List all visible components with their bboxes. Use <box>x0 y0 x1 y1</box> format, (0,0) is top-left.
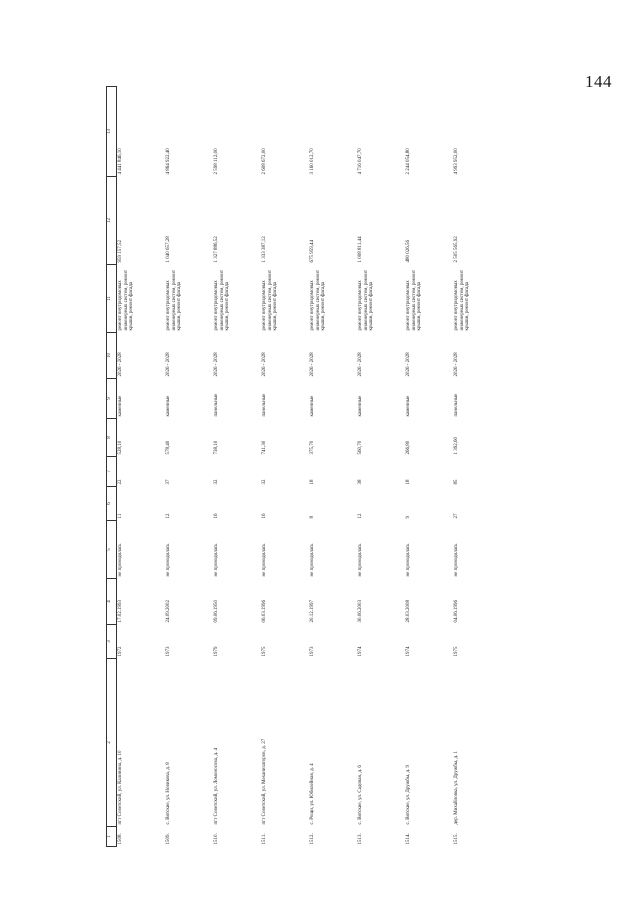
table-row <box>357 87 405 847</box>
table-row <box>405 87 453 847</box>
col13-cell: 4 864 922,40 <box>166 148 171 175</box>
area-cell: 738,10 <box>214 440 219 455</box>
col12-cell: 1 333 387,12 <box>262 236 267 263</box>
area-cell: 560,70 <box>358 440 363 455</box>
col12-cell: 1 327 886,52 <box>214 236 219 263</box>
address-cell: пгт Советский, ул. Ломоносова, д. 4 <box>214 748 219 825</box>
col7-cell: 22 <box>118 479 123 485</box>
table-row <box>453 87 501 847</box>
table-row <box>309 87 357 847</box>
date-cell: 20.12.1997 <box>310 600 315 623</box>
works-cell: ремонт внутридомовых инженерных систем, ремонт крыши, ремонт фасада <box>310 269 327 331</box>
address-cell: с. Рощи, ул. Юбилейная, д. 4 <box>310 763 315 825</box>
col6-cell: 12 <box>166 513 171 519</box>
table-row <box>213 87 261 847</box>
privatization-cell: не проводилась <box>262 543 267 577</box>
column-number: 12 <box>107 177 117 265</box>
privatization-cell: не проводилась <box>166 543 171 577</box>
material-cell: каменные <box>166 395 171 417</box>
privatization-cell: не проводилась <box>118 543 123 577</box>
col7-cell: 18 <box>406 479 411 485</box>
row-number: 1512. <box>310 833 315 845</box>
date-cell: 28.03.2008 <box>406 600 411 623</box>
area-cell: 375,70 <box>310 440 315 455</box>
material-cell: панельные <box>214 393 219 417</box>
address-cell: пгт Советский, ул. Механизаторов, д. 27 <box>262 738 267 825</box>
privatization-cell: не проводилась <box>358 543 363 577</box>
works-cell: ремонт внутридомовых инженерных систем, ремонт крыши, ремонт фасада <box>262 269 279 331</box>
address-cell: пгт Советский, ул. Калинина, д. 10 <box>118 750 123 825</box>
year-cell: 1975 <box>262 646 267 657</box>
col6-cell: 11 <box>118 513 123 519</box>
col6-cell: 8 <box>310 516 315 519</box>
row-number: 1509. <box>166 833 171 845</box>
col13-cell: 4 441 846,10 <box>118 148 123 175</box>
row-number: 1508. <box>118 833 123 845</box>
col6-cell: 12 <box>358 513 363 519</box>
year-cell: 1974 <box>358 646 363 657</box>
col12-cell: 959 157,52 <box>118 240 123 263</box>
works-cell: ремонт внутридомовых инженерных систем, ремонт крыши, ремонт фасада <box>214 269 231 331</box>
material-cell: каменные <box>406 395 411 417</box>
col12-cell: 1 008 811,44 <box>358 236 363 263</box>
row-number: 1513. <box>358 833 363 845</box>
material-cell: панельные <box>262 393 267 417</box>
col7-cell: 32 <box>214 479 219 485</box>
col7-cell: 32 <box>262 479 267 485</box>
col6-cell: 27 <box>454 513 459 519</box>
date-cell: 06.03.1996 <box>262 600 267 623</box>
column-number: 6 <box>107 487 117 521</box>
material-cell: каменные <box>358 395 363 417</box>
col7-cell: 18 <box>310 479 315 485</box>
column-number: 1 <box>107 827 117 847</box>
col6-cell: 9 <box>406 516 411 519</box>
address-cell: с. Вятские, ул. Новикова, д. 8 <box>166 762 171 825</box>
row-number: 1514. <box>406 833 411 845</box>
row-number: 1511. <box>262 833 267 845</box>
column-number: 8 <box>107 419 117 457</box>
works-cell: ремонт внутридомовых инженерных систем, ремонт крыши, ремонт фасада <box>406 269 423 331</box>
period-cell: 2026 - 2028 <box>262 352 267 377</box>
period-cell: 2026 - 2028 <box>214 352 219 377</box>
works-cell: ремонт внутридомовых инженерных систем, ремонт крыши, ремонт фасада <box>118 269 135 331</box>
year-cell: 1974 <box>406 646 411 657</box>
col7-cell: 85 <box>454 479 459 485</box>
row-number: 1510. <box>214 833 219 845</box>
year-cell: 1975 <box>454 646 459 657</box>
material-cell: каменные <box>310 395 315 417</box>
column-number: 10 <box>107 333 117 379</box>
area-cell: 741,30 <box>262 440 267 455</box>
col12-cell: 1 040 657,28 <box>166 236 171 263</box>
col12-cell: 2 505 565,92 <box>454 236 459 263</box>
table-row <box>165 87 213 847</box>
col12-cell: 480 026,56 <box>406 240 411 263</box>
date-cell: 24.09.2002 <box>166 600 171 623</box>
period-cell: 2026 - 2028 <box>454 352 459 377</box>
column-number-row <box>107 87 117 847</box>
date-cell: 17.02.1993 <box>118 600 123 623</box>
col13-cell: 4 993 952,00 <box>454 148 459 175</box>
column-number: 11 <box>107 265 117 333</box>
col13-cell: 2 608 672,00 <box>262 148 267 175</box>
period-cell: 2026 - 2028 <box>166 352 171 377</box>
privatization-cell: не проводилась <box>454 543 459 577</box>
area-cell: 1 392,60 <box>454 437 459 455</box>
material-cell: панельные <box>454 393 459 417</box>
table-row <box>117 87 166 847</box>
privatization-cell: не проводилась <box>310 543 315 577</box>
date-cell: 30.06.2003 <box>358 600 363 623</box>
year-cell: 1979 <box>214 646 219 657</box>
col13-cell: 4 716 047,70 <box>358 148 363 175</box>
address-cell: с. Вятские, ул. Садовая, д. 6 <box>358 765 363 825</box>
col12-cell: 675 959,44 <box>310 240 315 263</box>
period-cell: 2026 - 2028 <box>406 352 411 377</box>
column-number: 2 <box>107 659 117 827</box>
privatization-cell: не проводилась <box>406 543 411 577</box>
date-cell: 09.06.1950 <box>214 600 219 623</box>
works-cell: ремонт внутридомовых инженерных систем, ремонт крыши, ремонт фасада <box>358 269 375 331</box>
year-cell: 1973 <box>310 646 315 657</box>
row-number: 1515. <box>454 833 459 845</box>
column-number: 4 <box>107 579 117 625</box>
rotated-table-container <box>106 87 526 847</box>
col13-cell: 3 160 012,70 <box>310 148 315 175</box>
col6-cell: 16 <box>214 513 219 519</box>
col7-cell: 38 <box>358 479 363 485</box>
column-number: 5 <box>107 521 117 579</box>
works-cell: ремонт внутридомовых инженерных систем, ремонт крыши, ремонт фасада <box>454 269 471 331</box>
page-number: 144 <box>585 72 612 91</box>
material-cell: каменные <box>118 395 123 417</box>
area-cell: 266,80 <box>406 440 411 455</box>
table-row <box>261 87 309 847</box>
year-cell: 1972 <box>118 646 123 657</box>
col13-cell: 2 598 112,00 <box>214 148 219 175</box>
year-cell: 1973 <box>166 646 171 657</box>
date-cell: 04.06.1996 <box>454 600 459 623</box>
period-cell: 2026 - 2028 <box>358 352 363 377</box>
col7-cell: 37 <box>166 479 171 485</box>
housing-register-table <box>106 86 501 847</box>
col13-cell: 2 244 054,80 <box>406 148 411 175</box>
column-number: 7 <box>107 457 117 487</box>
area-cell: 578,40 <box>166 440 171 455</box>
column-number: 9 <box>107 379 117 419</box>
privatization-cell: не проводилась <box>214 543 219 577</box>
column-number: 3 <box>107 625 117 659</box>
address-cell: дер. Михайловка, ул. Дружбы, д. 1 <box>454 750 459 825</box>
period-cell: 2026 - 2028 <box>118 352 123 377</box>
works-cell: ремонт внутридомовых инженерных систем, ремонт крыши, ремонт фасада <box>166 269 183 331</box>
period-cell: 2026 - 2028 <box>310 352 315 377</box>
area-cell: 528,10 <box>118 440 123 455</box>
address-cell: с. Вятские, ул. Дружбы, д. 9 <box>406 764 411 825</box>
col6-cell: 16 <box>262 513 267 519</box>
column-number: 13 <box>107 87 117 177</box>
